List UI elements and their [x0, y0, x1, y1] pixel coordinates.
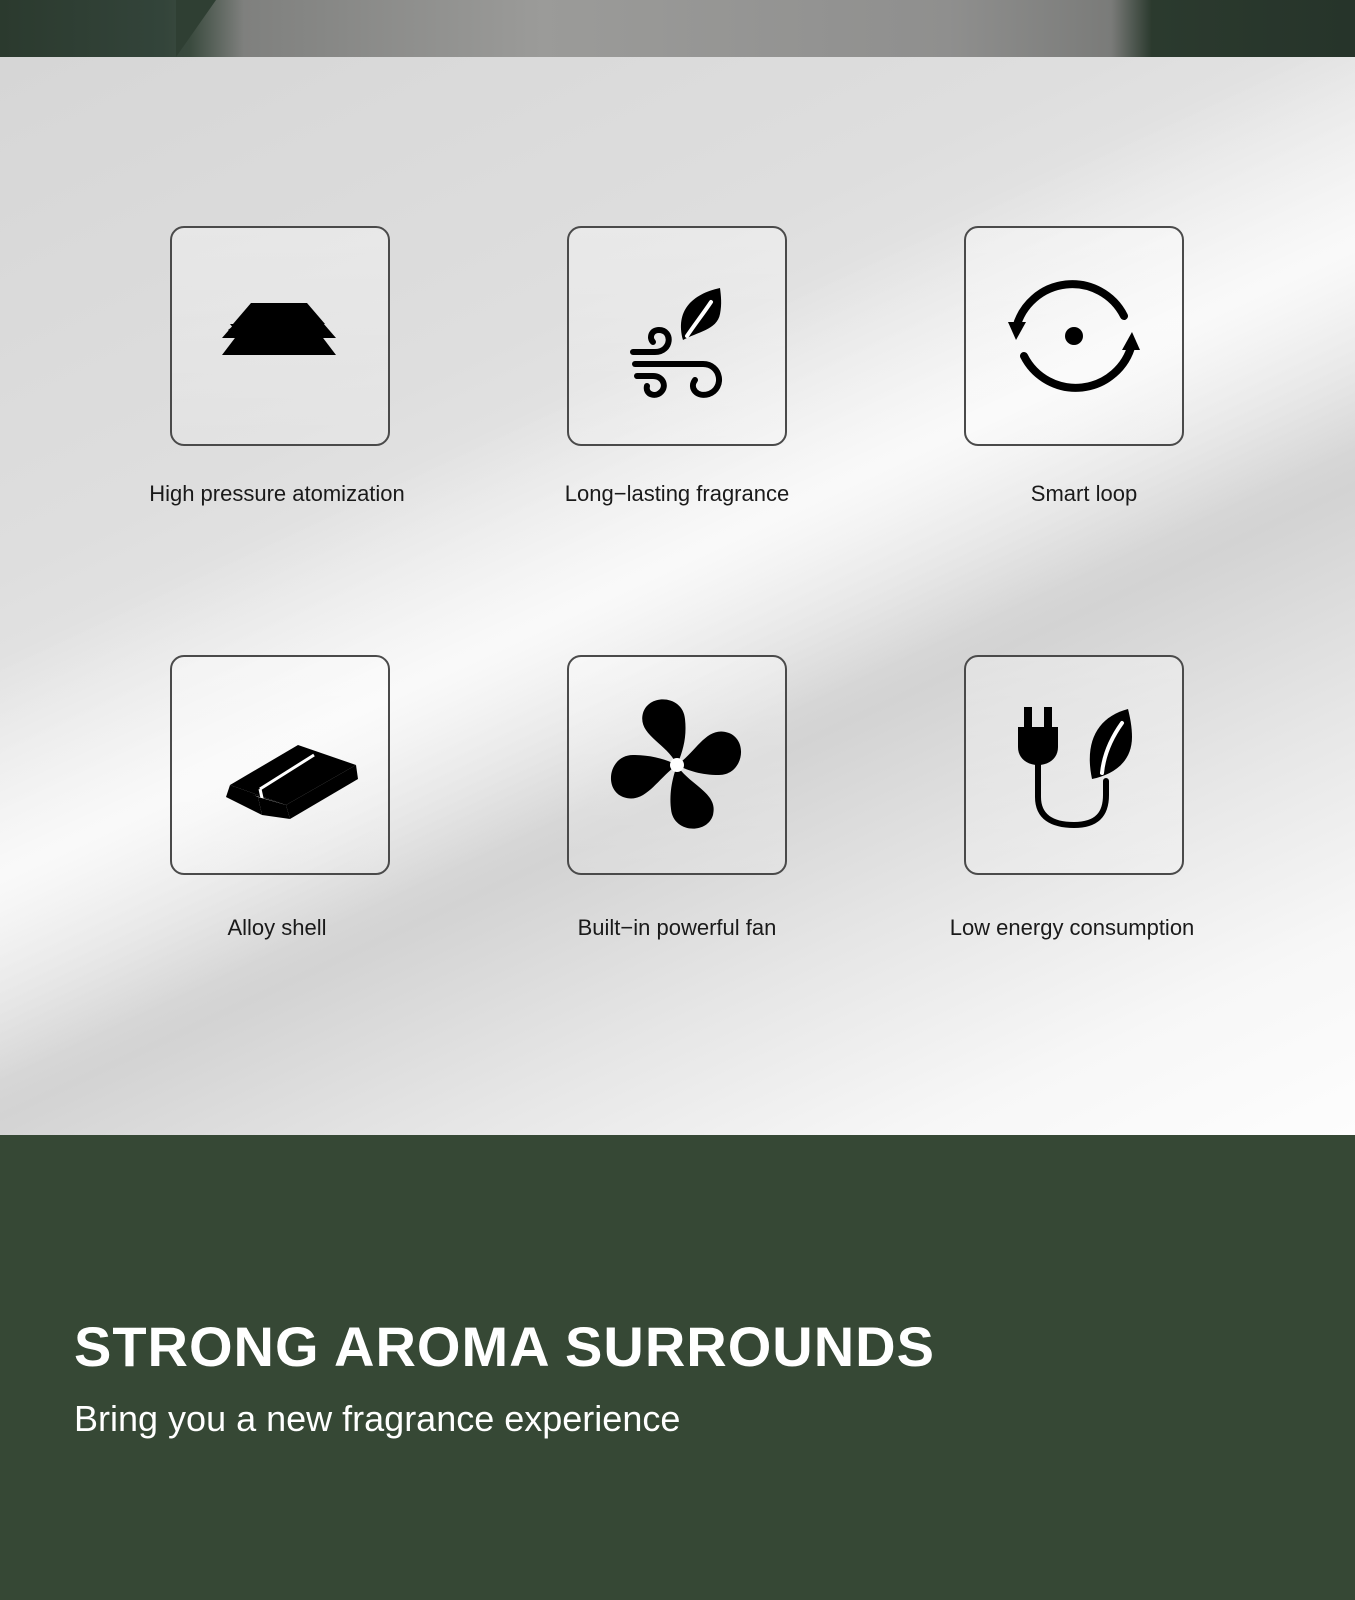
- feature-label: High pressure atomization: [149, 481, 405, 506]
- wind-leaf-icon: [597, 256, 757, 416]
- feature-tile-long-lasting-fragrance: [567, 226, 787, 446]
- promo-section: [0, 1135, 1355, 1600]
- loop-icon: [994, 256, 1154, 416]
- fan-icon: [597, 685, 757, 845]
- ingot-icon: [200, 685, 360, 845]
- feature-label: Low energy consumption: [949, 915, 1195, 940]
- top-banner-strip: [0, 0, 1355, 57]
- banner-shadow-wedge: [176, 0, 216, 57]
- plug-leaf-icon: [994, 685, 1154, 845]
- feature-tile-low-energy-consumption: [964, 655, 1184, 875]
- feature-tile-smart-loop: [964, 226, 1184, 446]
- layers-icon: [200, 256, 360, 416]
- feature-tile-built-in-powerful-fan: [567, 655, 787, 875]
- promo-subtitle: Bring you a new fragrance experience: [74, 1398, 681, 1439]
- promo-title: STRONG AROMA SURROUNDS: [74, 1315, 935, 1378]
- feature-label: Smart loop: [1030, 481, 1138, 506]
- features-section: [0, 57, 1355, 1135]
- feature-label: Long−lasting fragrance: [564, 481, 790, 506]
- feature-tile-alloy-shell: [170, 655, 390, 875]
- feature-label: Built−in powerful fan: [577, 915, 777, 940]
- feature-label: Alloy shell: [227, 915, 327, 940]
- feature-tile-high-pressure-atomization: [170, 226, 390, 446]
